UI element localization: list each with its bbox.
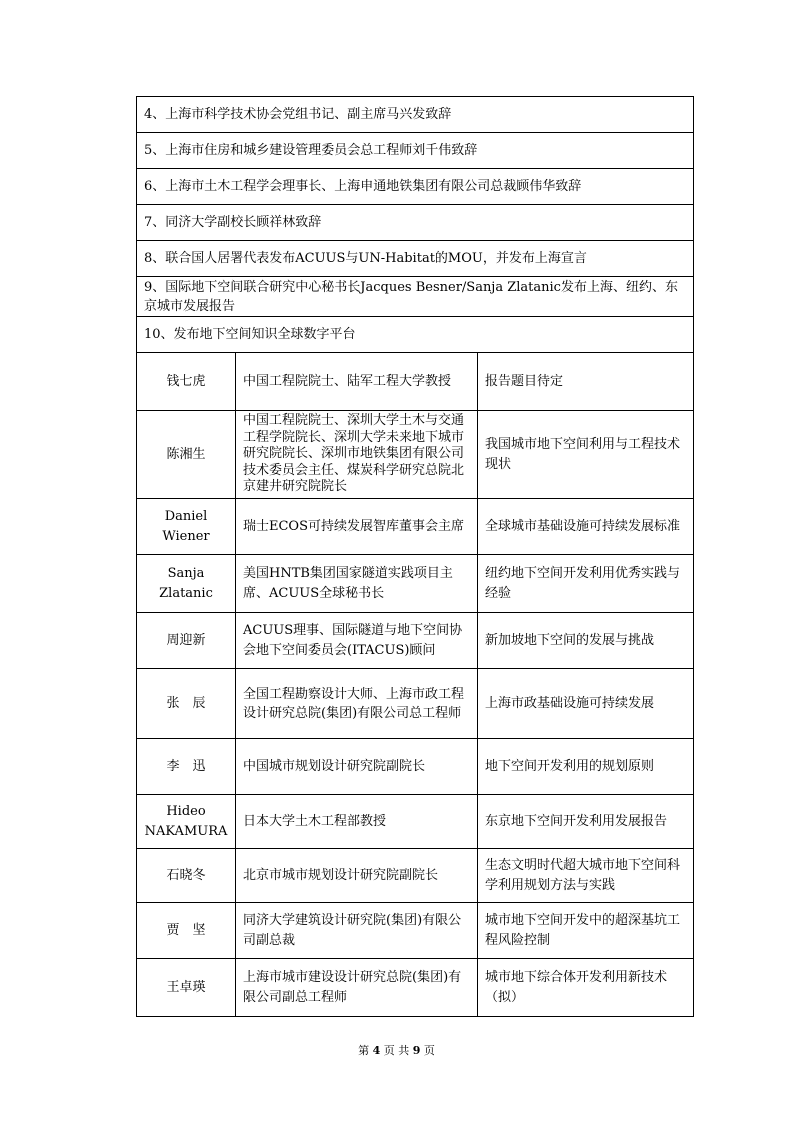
footer-suffix: 页: [423, 1044, 435, 1057]
speaker-topic: 新加坡地下空间的发展与挑战: [478, 613, 694, 669]
speaker-title: 中国工程院院士、陆军工程大学教授: [236, 353, 478, 411]
agenda-row: [137, 133, 694, 169]
speaker-name-text: 张 辰: [166, 695, 206, 711]
agenda-row: [137, 277, 694, 317]
speaker-name: [137, 669, 236, 739]
agenda-speaker-table: [136, 96, 694, 1017]
speaker-topic: 全球城市基础设施可持续发展标准: [478, 499, 694, 555]
speaker-title: 瑞士ECOS可持续发展智库董事会主席: [236, 499, 478, 555]
speaker-topic: 地下空间开发利用的规划原则: [478, 739, 694, 795]
speaker-title: 北京市城市规划设计研究院副院长: [236, 849, 478, 903]
table-row: [137, 959, 694, 1017]
table-row: [137, 499, 694, 555]
speaker-topic: 生态文明时代超大城市地下空间科学利用规划方法与实践: [478, 849, 694, 903]
footer-total-pages: 9: [412, 1044, 421, 1057]
agenda-row: [137, 169, 694, 205]
agenda-item: 7、同济大学副校长顾祥林致辞: [137, 205, 694, 241]
speaker-topic: 城市地下空间开发中的超深基坑工程风险控制: [478, 903, 694, 959]
speaker-topic: 上海市政基础设施可持续发展: [478, 669, 694, 739]
speaker-title: 美国HNTB集团国家隧道实践项目主席、ACUUS全球秘书长: [236, 555, 478, 613]
speaker-name: [137, 739, 236, 795]
speaker-topic: 纽约地下空间开发利用优秀实践与经验: [478, 555, 694, 613]
speaker-topic: 报告题目待定: [478, 353, 694, 411]
speaker-name-text: 贾 坚: [166, 922, 206, 938]
agenda-row: [137, 97, 694, 133]
page-footer: [0, 1042, 793, 1058]
speaker-name-text: 李 迅: [166, 758, 206, 774]
speaker-name-text: 陈湘生: [166, 446, 206, 462]
table-row: [137, 903, 694, 959]
footer-prefix: 第: [358, 1044, 370, 1057]
agenda-row: [137, 317, 694, 353]
agenda-item: 4、上海市科学技术协会党组书记、副主席马兴发致辞: [137, 97, 694, 133]
agenda-item: 10、发布地下空间知识全球数字平台: [137, 317, 694, 353]
speaker-title: 日本大学土木工程部教授: [236, 795, 478, 849]
agenda-item: 8、联合国人居署代表发布ACUUS与UN-Habitat的MOU，并发布上海宣言: [137, 241, 694, 277]
speaker-title: 全国工程勘察设计大师、上海市政工程设计研究总院(集团)有限公司总工程师: [236, 669, 478, 739]
speaker-name: [137, 353, 236, 411]
footer-page-number: 4: [372, 1044, 381, 1057]
agenda-row: [137, 205, 694, 241]
speaker-name: [137, 959, 236, 1017]
speaker-name-text: 石晓冬: [166, 867, 206, 883]
table-row: [137, 613, 694, 669]
speaker-topic: 城市地下综合体开发利用新技术（拟）: [478, 959, 694, 1017]
agenda-item: 9、国际地下空间联合研究中心秘书长Jacques Besner/Sanja Zlatanic发布上海、纽约、东京城市发展报告: [137, 277, 694, 317]
table-row: [137, 411, 694, 499]
speaker-name-text: Sanja Zlatanic: [159, 565, 213, 601]
speaker-topic: 我国城市地下空间利用与工程技术现状: [478, 411, 694, 499]
footer-mid: 页 共: [383, 1044, 410, 1057]
speaker-topic: 东京地下空间开发利用发展报告: [478, 795, 694, 849]
speaker-title: 中国工程院院士、深圳大学土木与交通工程学院院长、深圳大学未来地下城市研究院院长、深圳市地铁集团有限公司技术委员会主任、煤炭科学研究总院北京建井研究院院长: [236, 411, 478, 499]
table-row: [137, 669, 694, 739]
speaker-title: 同济大学建筑设计研究院(集团)有限公司副总裁: [236, 903, 478, 959]
agenda-item: 6、上海市土木工程学会理事长、上海申通地铁集团有限公司总裁顾伟华致辞: [137, 169, 694, 205]
speaker-title: ACUUS理事、国际隧道与地下空间协会地下空间委员会(ITACUS)顾问: [236, 613, 478, 669]
table-row: [137, 849, 694, 903]
table-row: [137, 739, 694, 795]
table-row: [137, 555, 694, 613]
speaker-name: [137, 903, 236, 959]
speaker-name: [137, 613, 236, 669]
speaker-title: 中国城市规划设计研究院副院长: [236, 739, 478, 795]
table-row: [137, 795, 694, 849]
agenda-item: 5、上海市住房和城乡建设管理委员会总工程师刘千伟致辞: [137, 133, 694, 169]
speaker-name: [137, 499, 236, 555]
speaker-name: [137, 411, 236, 499]
speaker-name-text: 钱七虎: [166, 373, 206, 389]
speaker-name-text: Daniel Wiener: [162, 508, 210, 544]
speaker-name: [137, 849, 236, 903]
table-row: [137, 353, 694, 411]
speaker-name-text: Hideo NAKAMURA: [144, 803, 228, 839]
speaker-name-text: 周迎新: [166, 632, 206, 648]
speaker-name: [137, 555, 236, 613]
speaker-name-text: 王卓瑛: [166, 979, 206, 995]
speaker-name: [137, 795, 236, 849]
speaker-title: 上海市城市建设设计研究总院(集团)有限公司副总工程师: [236, 959, 478, 1017]
agenda-row: [137, 241, 694, 277]
